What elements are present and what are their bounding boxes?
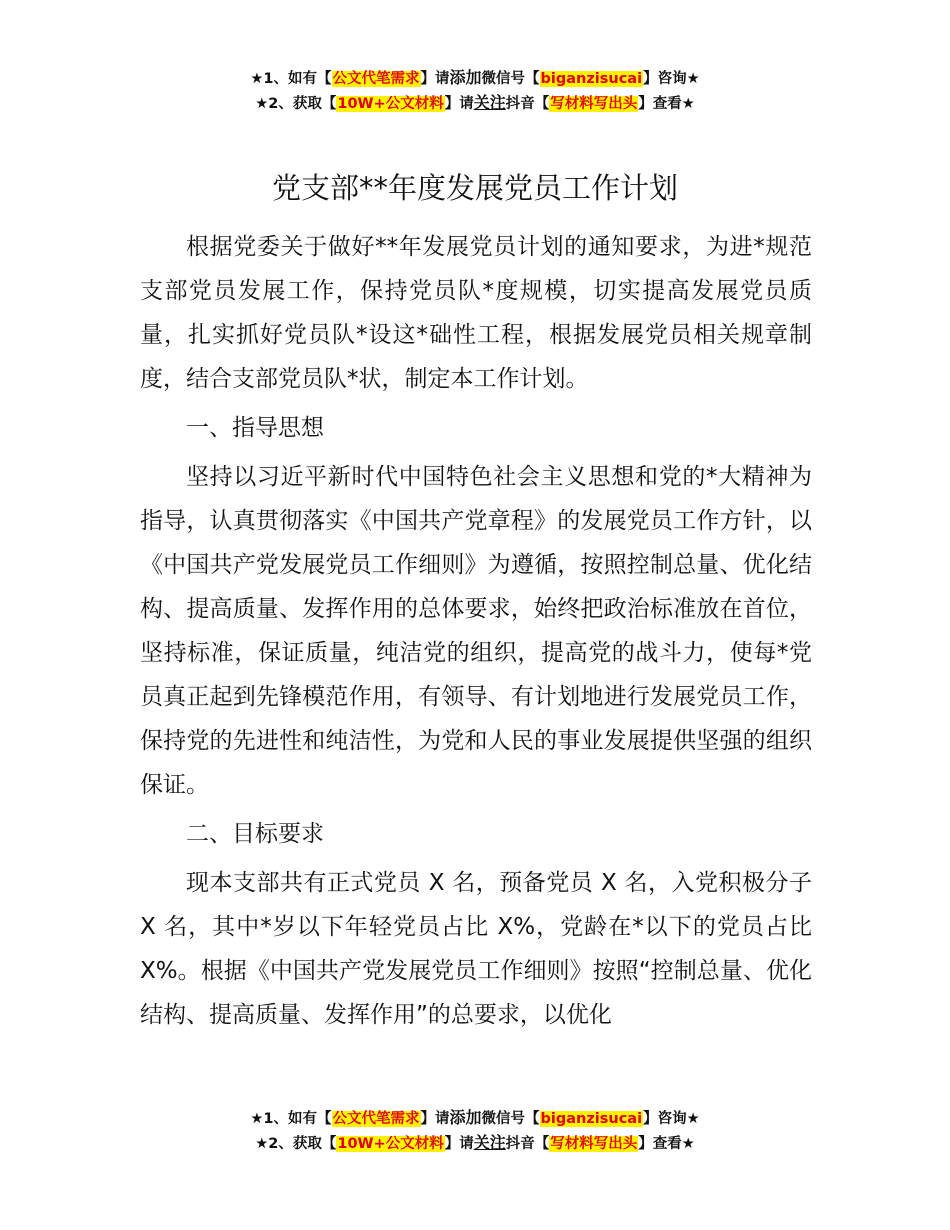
highlight-text: 10W+公文材料 [337,96,444,112]
document-title: 党支部**年度发展党员工作计划 [271,171,678,205]
douyin-highlight: 写材料写出头 [550,96,638,112]
banner-text: ★2、获取【 [255,96,337,112]
banner-text: 抖音【 [505,1136,550,1152]
banner-text: 关注 [473,93,506,112]
section-body-guiding-thought: 坚持以习近平新时代中国特色社会主义思想和党的*大精神为指导，认真贯彻落实《中国共产党章程》的发展党员工作方针，以《中国共产党发展党员工作细则》为遵循，按照控制总量、优化结构、提高质量、发挥作用的总体要求，始终把政治标准放在首位，坚持标准，保证质量，纯洁党的组织，提高党的战斗力，使每*党员真正起到先锋模范作用，有领导、有计划地进行发展党员工作，保持党的先进性和纯洁性，为党和人民的事业发展提供坚强的组织保证。 [140,464,812,798]
banner-text: 】查看★ [638,1136,695,1152]
banner-line-2 [0,1131,950,1156]
document-body [140,225,812,1042]
banner-text: ★1、如有【 [250,71,332,87]
banner-line-1 [0,66,950,91]
banner-text: 】查看★ [638,96,695,112]
header-banner [0,66,950,116]
banner-line-1 [0,1106,950,1131]
banner-text: ★1、如有【 [250,1111,332,1127]
banner-text: 关注 [473,1133,506,1152]
banner-text: 】请 [420,1111,450,1127]
banner-text: 】请 [444,96,474,112]
banner-text: ★2、获取【 [255,1136,337,1152]
banner-text: 添加 [449,68,482,87]
douyin-highlight: 写材料写出头 [550,1136,638,1152]
banner-text: 抖音【 [505,96,550,112]
highlight-text: 10W+公文材料 [337,1136,444,1152]
wechat-id-highlight: biganzisucai [540,71,643,87]
banner-text: 微信号【 [481,1111,540,1127]
wechat-id-highlight: biganzisucai [540,1111,643,1127]
banner-line-2 [0,91,950,116]
banner-text: 添加 [449,1108,482,1127]
banner-text: 微信号【 [481,71,540,87]
banner-text: 】咨询★ [643,1111,700,1127]
section-heading-goals: 二、目标要求 [186,821,324,847]
banner-text: 】请 [444,1136,474,1152]
section-body-goals: 现本支部共有正式党员 X 名，预备党员 X 名，入党积极分子 X 名，其中*岁以下年轻党员占比 X%，党龄在*以下的党员占比 X%。根据《中国共产党发展党员工作细则》按照“控制总量、优化结构、提高质量、发挥作用”的总要求，以优化 [140,870,812,1028]
highlight-text: 公文代笔需求 [332,1111,420,1127]
footer-banner [0,1106,950,1156]
intro-paragraph: 根据党委关于做好**年发展党员计划的通知要求，为进*规范支部党员发展工作，保持党员队*度规模，切实提高发展党员质量，扎实抓好党员队*设这*础性工程，根据发展党员相关规章制度，结合支部党员队*状，制定本工作计划。 [140,234,812,392]
banner-text: 】请 [420,71,450,87]
highlight-text: 公文代笔需求 [332,71,420,87]
section-heading-guiding-thought: 一、指导思想 [186,415,324,441]
banner-text: 】咨询★ [643,71,700,87]
